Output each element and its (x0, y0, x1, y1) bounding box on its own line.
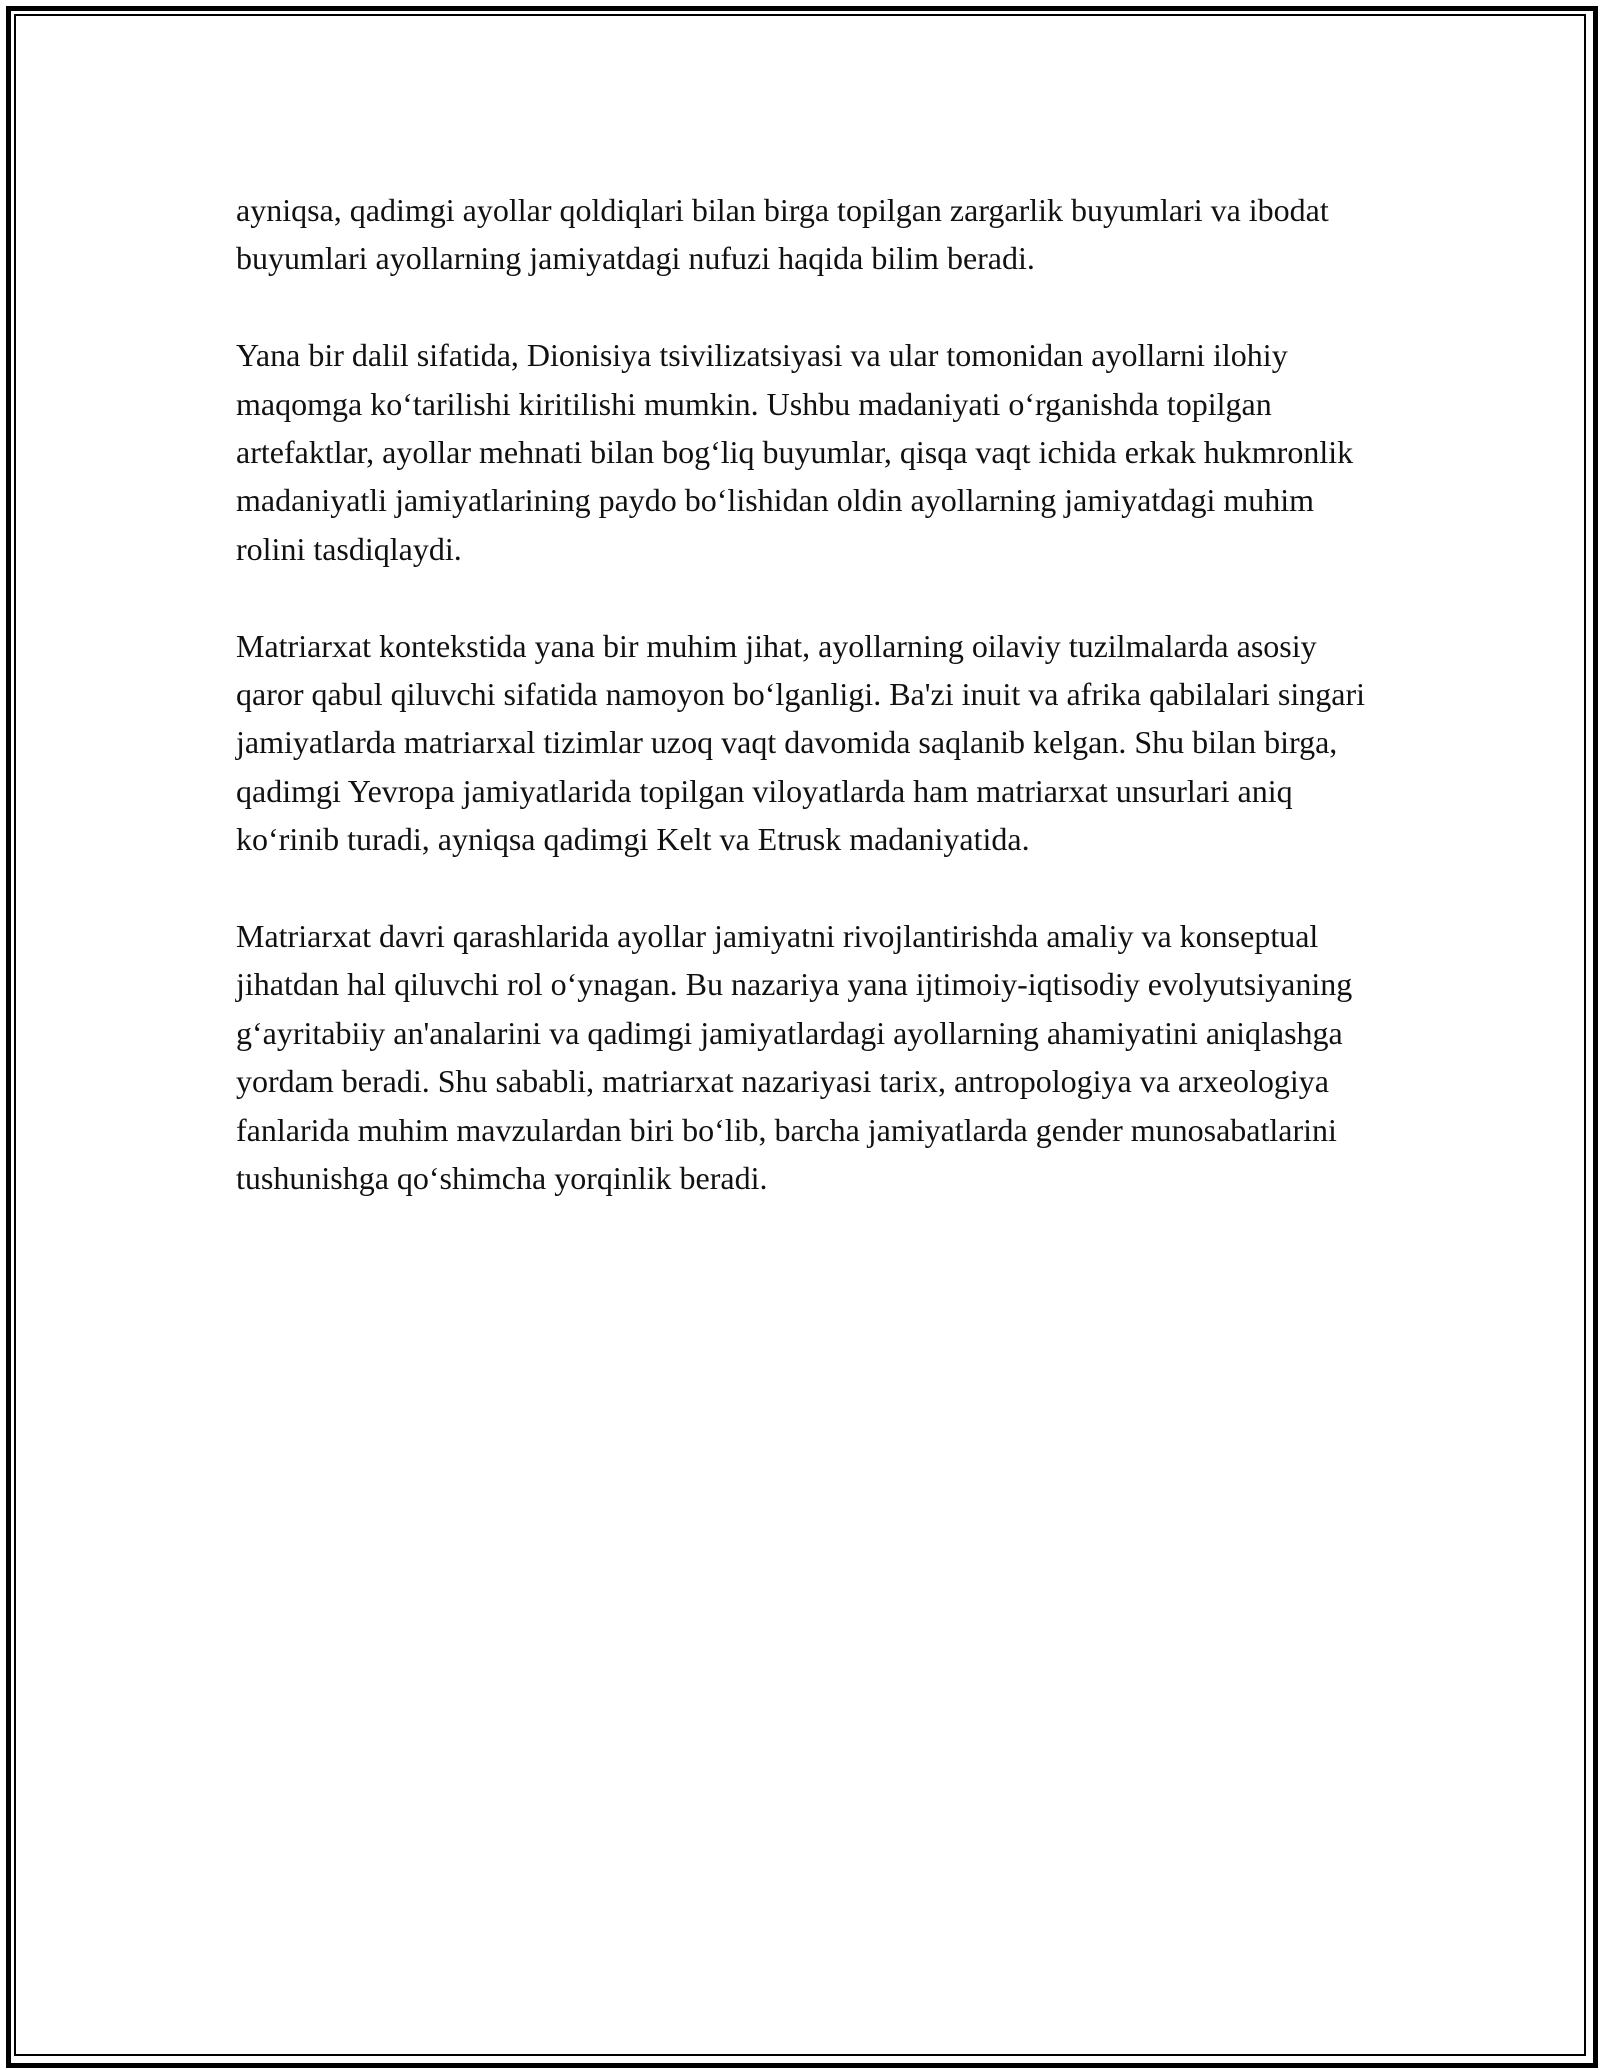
document-body (236, 186, 1376, 1251)
paragraph-2: Yana bir dalil sifatida, Dionisiya tsivilizatsiyasi va ular tomonidan ayollarni ilohiy maqomga ko‘tarilishi kiritilishi mumkin. Ushbu madaniyati o‘rganishda topilgan artefaktlar, ayollar mehnati bilan bog‘liq buyumlar, qisqa vaqt ichida erkak hukmronlik madaniyatli jamiyatlarining paydo bo‘lishidan oldin ayollarning jamiyatdagi muhim rolini tasdiqlaydi. (236, 337, 1354, 567)
paragraph-3: Matriarxat kontekstida yana bir muhim jihat, ayollarning oilaviy tuzilmalarda asosiy qaror qabul qiluvchi sifatida namoyon bo‘lganligi. Ba'zi inuit va afrika qabilalari singari jamiyatlarda matriarxal tizimlar uzoq vaqt davomida saqlanib kelgan. Shu bilan birga, qadimgi Yevropa jamiyatlarida topilgan viloyatlarda ham matriarxat unsurlari aniq ko‘rinib turadi, ayniqsa qadimgi Kelt va Etrusk madaniyatida. (236, 627, 1365, 858)
paragraph-4: Matriarxat davri qarashlarida ayollar jamiyatni rivojlantirishda amaliy va konseptual jihatdan hal qiluvchi rol o‘ynagan. Bu nazariya yana ijtimoiy-iqtisodiy evolyutsiyaning g‘ayritabiiy an'analarini va qadimgi jamiyatlardagi ayollarning ahamiyatini aniqlashga yordam beradi. Shu sababli, matriarxat nazariyasi tarix, antropologiya va arxeologiya fanlarida muhim mavzulardan biri bo‘lib, barcha jamiyatlarda gender munosabatlarini tushunishga qo‘shimcha yorqinlik beradi. (236, 918, 1353, 1197)
paragraph-1: ayniqsa, qadimgi ayollar qoldiqlari bilan birga topilgan zargarlik buyumlari va ibodat buyumlari ayollarning jamiyatdagi nufuzi haqida bilim beradi. (236, 192, 1329, 277)
